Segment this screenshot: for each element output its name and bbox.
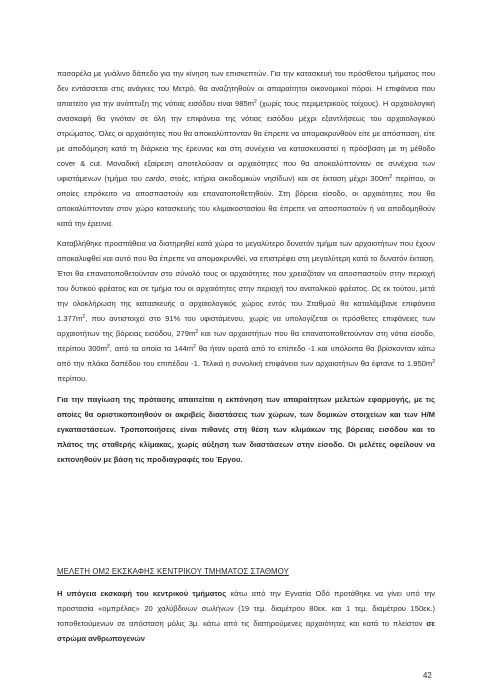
section-heading: ΜΕΛΕΤΗ ΟΜ2 ΕΚΣΚΑΦΗΣ ΚΕΝΤΡΙΚΟΥ ΤΜΗΜΑΤΟΣ ΣΤΑΘΜΟΥ xyxy=(57,567,289,576)
body-text xyxy=(57,66,435,467)
paragraph-3-bold: Για την παγίωση της πρότασης απαιτείται η εκπόνηση των απαραίτητων μελετών εφαρμογής, με τις οποίες θα οριστικοποιηθούν οι ακριβείς διαστάσεις των χώρων, των δομικών στοιχείων και των Η/Μ εγκαταστάσεων. Τροποποιήσεις είναι πιθανές στη θέση των κλιμάκων της βόρειας εισόδου και το πλάτος της σταθερής κλίμακας, χωρίς αύξηση των διαστάσεων στην είσοδο. Οι μελέτες οφείλουν να εκπονηθούν με βάση τις προδιαγραφές του Έργου. xyxy=(57,394,435,465)
body-text-2 xyxy=(57,586,435,646)
paragraph-4: Η υπόγεια εκσκαφή του κεντρικού τμήματος κάτω από την Εγνατία Οδό προτάθηκε να γίνει υπό την προστασία «ομπρέλας» 20 χαλύβδινων σωλήνων (19 τεμ. διαμέτρου 80εκ. και 1 τεμ. διαμέτρου 150εκ.) τοποθετούμενων σε απόσταση μόλις 3μ. κάτω από τις διατηρούμενες αρχαιότητες και κατά το πλείστον σε στρώμα ανθρωπογενών xyxy=(57,589,435,644)
paragraph-2: Καταβλήθηκε προσπάθεια να διατηρηθεί κατά χώρα το μεγαλύτερο δυνατόν τμήμα των αρχαιοτήτων που έχουν αποκαλυφθεί και αυτό που θα έπρεπε να απομακρυνθεί, να επιστρέφει στη μεγαλύτερη κατά το δυνατόν έκταση. Έτσι θα επανατοποθετούνταν στο σύνολό τους οι αρχαιότητες που χρειαζόταν να αποσπαστούν στην περιοχή του δυτικού φρέατος και σε τμήμα του οι αρχαιότητες στην περιοχή του ανατολικού φρέατος. Ως εκ τούτου, μετά την ολοκλήρωση της κατασκευής ο αρχαιολογικός χώρος εντός του Σταθμού θα καταλάμβανε επιφάνεια $1.377m^2$, που αντιστοιχεί στο 91% του υφιστάμενου, χωρίς να υπολογίζεται οι πρόσθετες επιφάνειες των αρχαιοτήτων της βόρειας εισόδου, $279m^2$ και των αρχαιοτήτων που θα επανατοποθετούνταν στη νότια είσοδο, περίπου $300m^2$, από τα οποία τα $144m^2$ θα ήταν ορατά από το επίπεδο -1 και υπόλοιπα θα βρίσκονταν κάτω από την πλάκα δαπέδου του επιπέδου -1. Τελικά η συνολική επιφάνεια των αρχαιοτήτων θα έφτανε τα $1.950m^2$ περίπου. xyxy=(57,238,435,383)
page-number: 42 xyxy=(423,671,432,680)
paragraph-1: πασαρέλα με γυάλινο δάπεδο για την κίνηση των επισκεπτών. Για την κατασκευή του πρόσθετου τμήματος που δεν εντάσσεται στις ανάγκες του Μετρό, θα αναζητηθούν οι απαραίτητοι οικονομικοί πόροι. Η επιφάνεια που απαιτείτο για την ανάπτυξη της νότιας εισόδου είναι $985m^2$ (χωρίς τους περιμετρικούς τοίχους). Η αρχαιολογική ανασκαφή θα γινόταν σε όλη την επιφάνεια της νότιας εισόδου μέχρι εξαντλήσεως του αρχαιολογικού στρώματος. Όλες οι αρχαιότητες που θα αποκαλύπτονταν θα έπρεπε να απομακρυνθούν είτε με απόσπαση, είτε με αποδόμηση κατά τη διάρκεια της έρευνας και στη συνέχεια να κατασκευαστεί η πρόσβαση με τη μέθοδο cover & cut. Μοναδική εξαίρεση αποτελούσαν οι αρχαιότητες που θα αποκαλύπτονταν σε συνέχεια των υφιστάμενων (τμήμα του cardo, στοές, κτήρια οικοδομικών νησίδων) και σε έκταση μέχρι $300m^2$ περίπου, οι οποίες επρόκειτο να αποσπαστούν και επανατοποθετηθούν. Στη βόρεια είσοδο, οι αρχαιότητες που θα αποκαλύπτονταν στον χώρο κατασκευής του κλιμακοστασίου θα έπρεπε να αποσπαστούν ή να αποδομηθούν κατά την έρευνα. xyxy=(57,69,435,229)
